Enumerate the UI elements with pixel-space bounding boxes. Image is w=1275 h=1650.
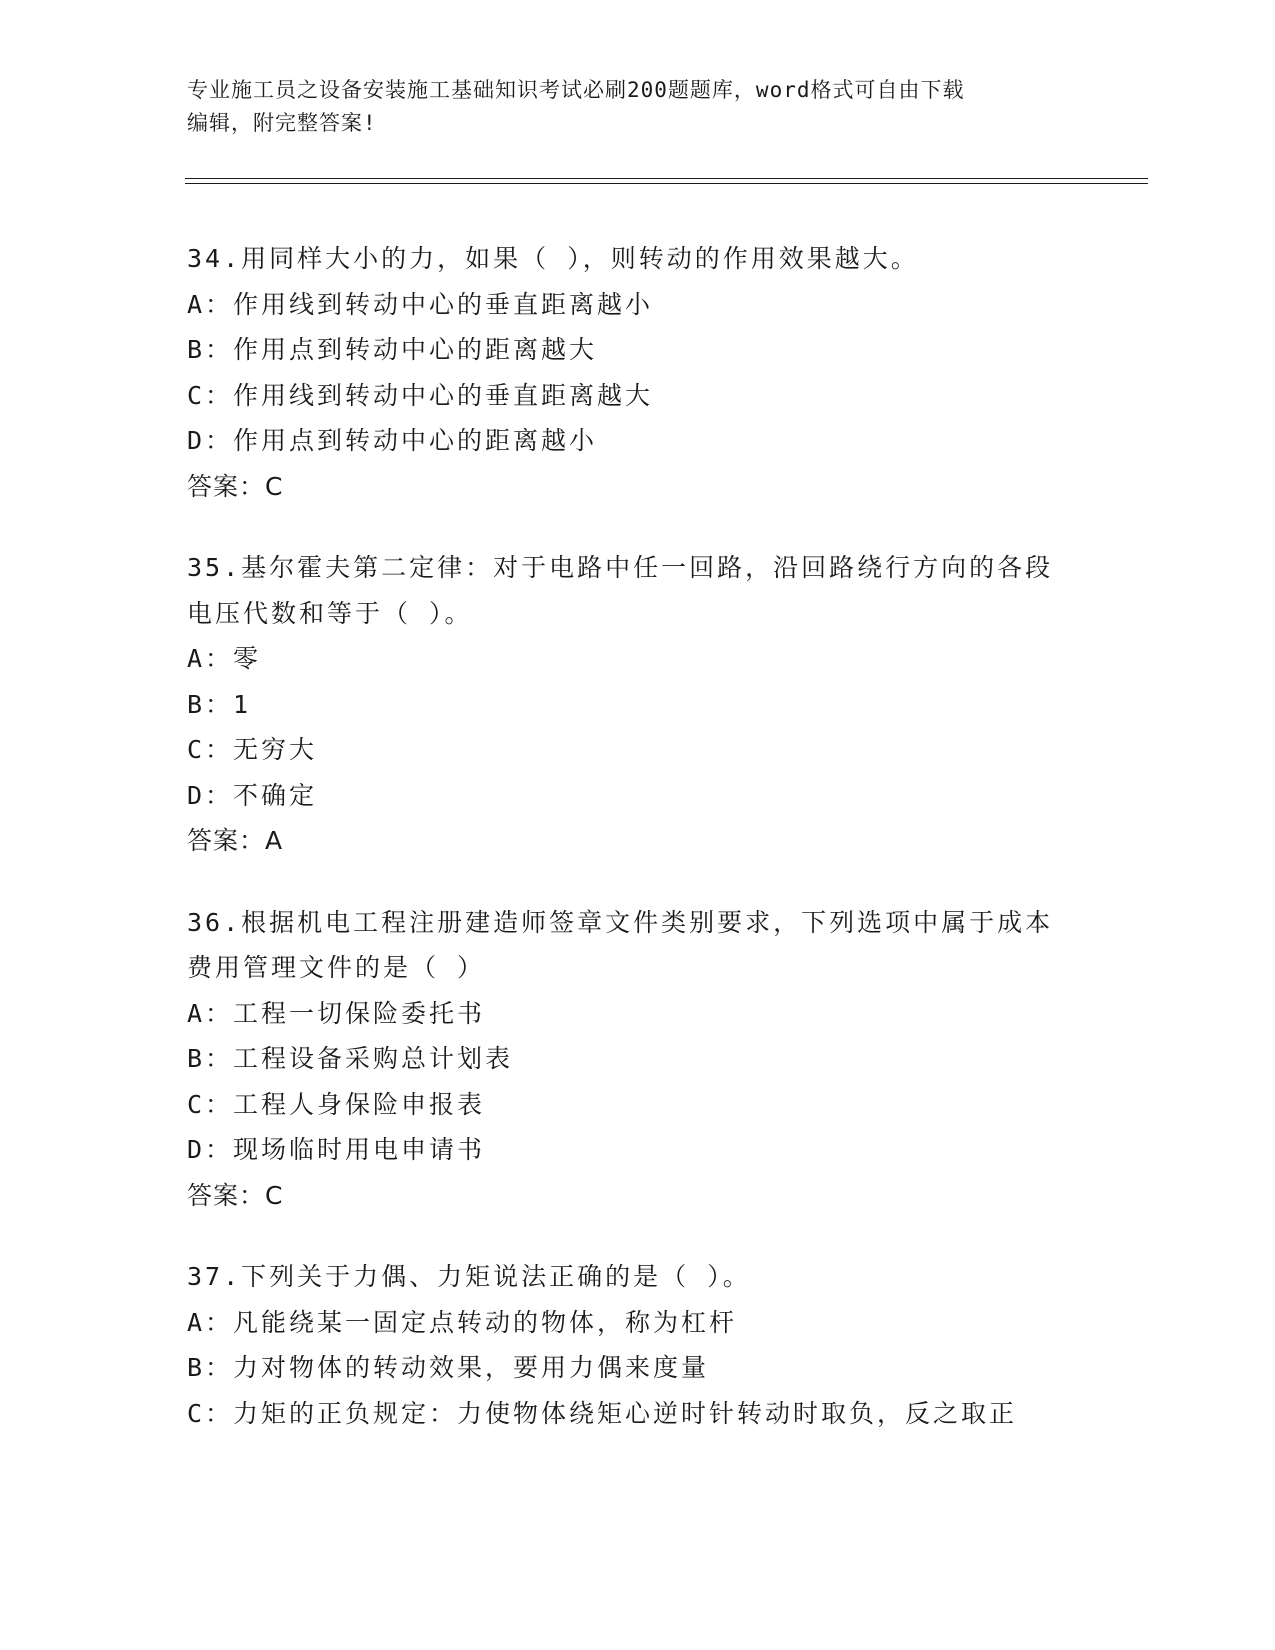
option-c: C：力矩的正负规定：力使物体绕矩心逆时针转动时取负，反之取正 bbox=[187, 1398, 1018, 1428]
option-b: B：力对物体的转动效果，要用力偶来度量 bbox=[187, 1353, 710, 1382]
question-stem-continued: 费用管理文件的是（ ） bbox=[187, 953, 486, 982]
option-a: A：零 bbox=[187, 644, 262, 673]
question-stem: 37.下列关于力偶、力矩说法正确的是（ ）。 bbox=[187, 1262, 751, 1291]
answer: 答案：C bbox=[187, 471, 284, 501]
question-stem: 36.根据机电工程注册建造师签章文件类别要求，下列选项中属于成本 bbox=[187, 907, 1054, 937]
option-b: B：1 bbox=[187, 689, 252, 719]
option-b: B：工程设备采购总计划表 bbox=[187, 1044, 514, 1073]
header-divider-top bbox=[185, 178, 1148, 179]
header-line-1: 专业施工员之设备安装施工基础知识考试必刷200题题库，word格式可自由下载 bbox=[187, 78, 965, 102]
option-d: D：作用点到转动中心的距离越小 bbox=[187, 426, 598, 455]
option-a: A：凡能绕某一固定点转动的物体，称为杠杆 bbox=[187, 1307, 738, 1337]
option-c: C：工程人身保险申报表 bbox=[187, 1089, 486, 1119]
question-34 bbox=[187, 236, 1087, 509]
question-stem: 35.基尔霍夫第二定律：对于电路中任一回路，沿回路绕行方向的各段 bbox=[187, 553, 1054, 582]
question-37 bbox=[187, 1254, 1087, 1436]
header-divider-bottom bbox=[185, 183, 1148, 184]
option-c: C：作用线到转动中心的垂直距离越大 bbox=[187, 380, 654, 410]
option-c: C：无穷大 bbox=[187, 735, 318, 764]
document-header bbox=[187, 74, 1087, 140]
question-stem-continued: 电压代数和等于（ ）。 bbox=[187, 598, 473, 628]
option-a: A：工程一切保险委托书 bbox=[187, 998, 486, 1028]
question-stem: 34.用同样大小的力，如果（ ），则转动的作用效果越大。 bbox=[187, 244, 919, 273]
header-line-2: 编辑，附完整答案! bbox=[187, 111, 377, 135]
option-d: D：不确定 bbox=[187, 780, 318, 810]
question-36 bbox=[187, 900, 1087, 1219]
question-list bbox=[187, 236, 1087, 1472]
option-b: B：作用点到转动中心的距离越大 bbox=[187, 335, 598, 364]
option-a: A：作用线到转动中心的垂直距离越小 bbox=[187, 289, 654, 319]
answer: 答案：C bbox=[187, 1180, 284, 1210]
answer: 答案：A bbox=[187, 826, 284, 855]
question-35 bbox=[187, 545, 1087, 864]
option-d: D：现场临时用电申请书 bbox=[187, 1135, 486, 1164]
